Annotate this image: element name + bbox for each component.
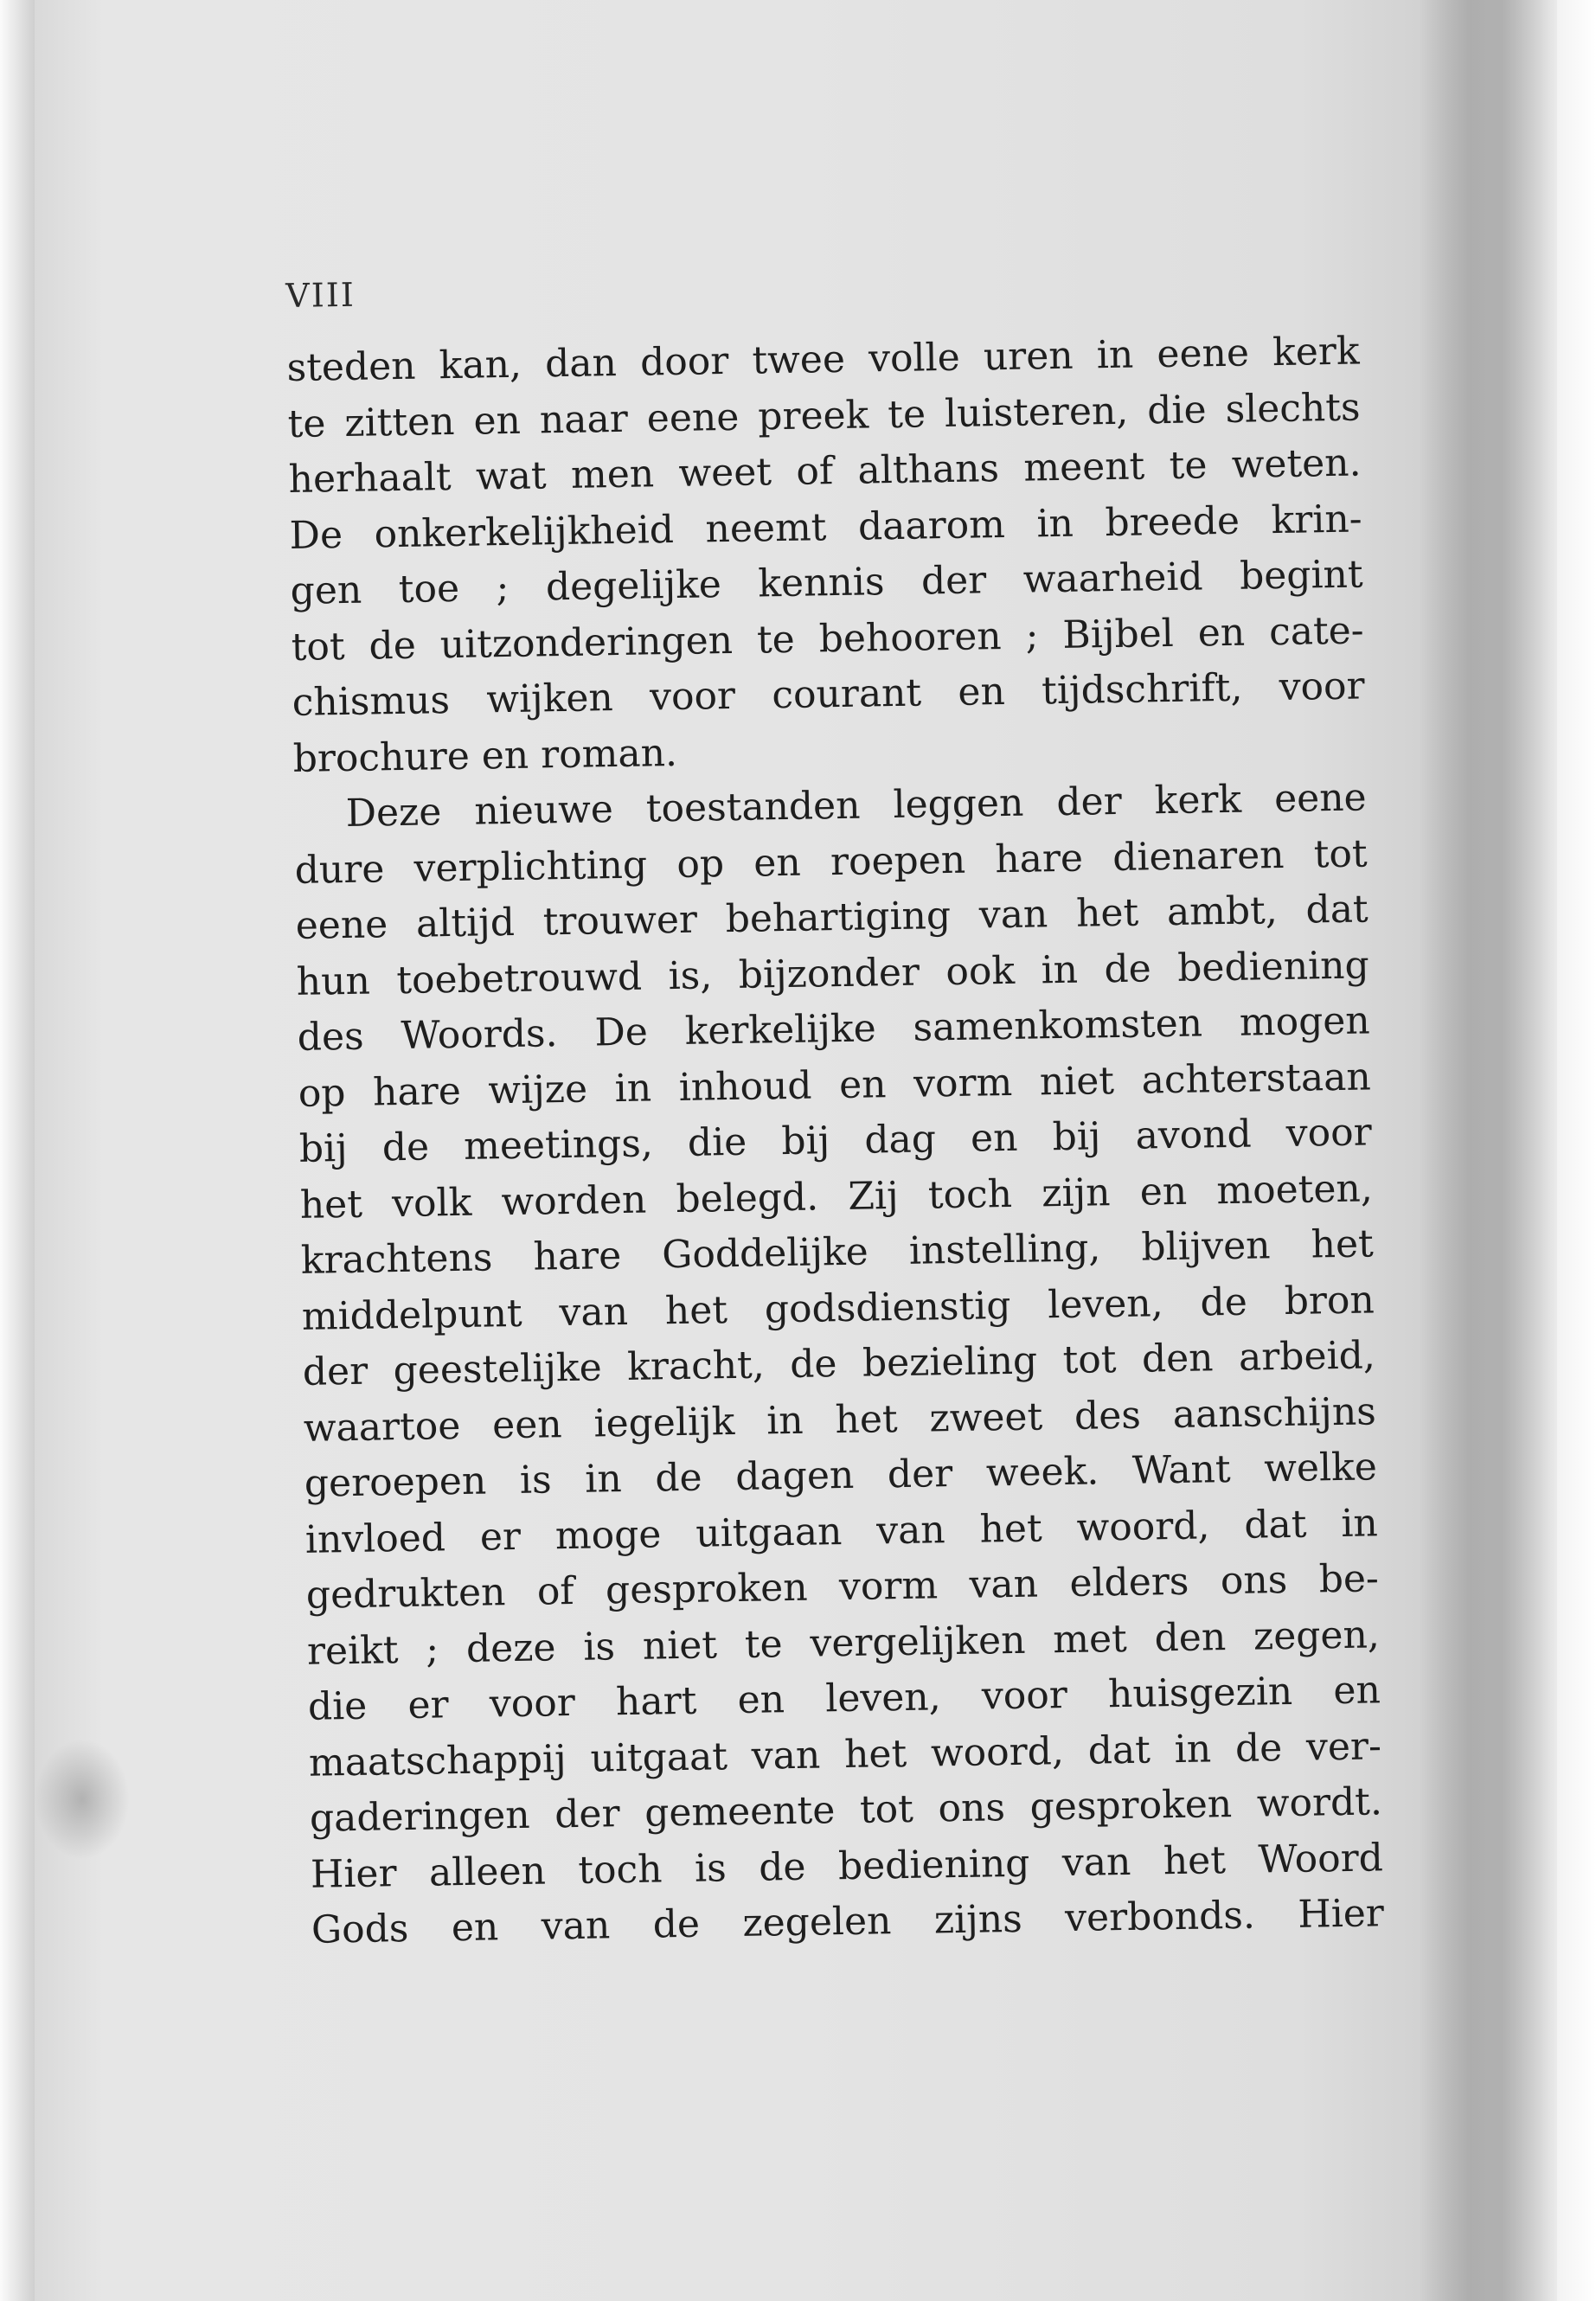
page-number: VIII [285,275,356,315]
text-line: steden kan, dan door twee volle uren in eene kerk [286,329,1360,390]
text-line: gen toe ; degelijke kennis der waarheid begint [290,552,1363,613]
paragraph-start-line: Deze nieuwe toestanden leggen der kerk eene [345,775,1368,836]
text-line: middelpunt van het godsdienstig leven, de bron [301,1277,1375,1339]
text-line: te zitten en naar eene preek te luisteren, die slechts [287,385,1361,446]
text-line: op hare wijze in inhoud en vorm niet achterstaan [298,1054,1372,1116]
text-line: het volk worden belegd. Zij toch zijn en moeten, [299,1165,1374,1227]
text-line: geroepen is in de dagen der week. Want welke [304,1445,1378,1506]
text-line: eene altijd trouwer behartiging van het ambt, dat [295,887,1369,948]
text-line: gedrukten of gesproken vorm van elders ons be- [305,1556,1380,1618]
text-line: dure verplichting op en roepen hare dienaren tot [294,830,1368,893]
text-line: reikt ; deze is niet te vergelijken met den zegen, [306,1612,1381,1674]
text-line: gaderingen der gemeente tot ons gesproken wordt. [309,1779,1383,1841]
text-line: brochure en roman. [292,730,678,781]
page-left-edge [0,0,35,2301]
page-body [285,260,1384,1959]
text-line: tot de uitzonderingen te behooren ; Bijbel en cate- [291,607,1364,670]
text-line: bij de meetings, die bij dag en bij avond voor [298,1110,1373,1171]
text-line: waartoe een iegelijk in het zweet des aanschijns [303,1388,1377,1451]
text-line: hun toebetrouwd is, bijzonder ook in de bediening [296,942,1370,1004]
text-line: De onkerkelijkheid neemt daarom in breede krin- [289,496,1362,558]
text-line: krachtens hare Goddelijke instelling, blijven het [300,1221,1375,1283]
page-gutter-shadow [1419,0,1557,2301]
text-line: des Woords. De kerkelijke samenkomsten mogen [297,998,1371,1060]
text-line: maatschappij uitgaat van het woord, dat in de ver- [308,1723,1382,1785]
text-line: die er voor hart en leven, voor huisgezin en [307,1668,1381,1729]
text-line: chismus wijken voor courant en tijdschrift, voor [292,663,1365,725]
text-line: herhaalt wat men weet of althans meent te weten. [288,440,1362,502]
text-line: invloed er moge uitgaan van het woord, dat in [304,1500,1379,1562]
page-smudge [35,1739,130,1860]
text-line: Hier alleen toch is de bediening van het Woord [310,1835,1384,1897]
text-line: der geestelijke kracht, de bezieling tot den arbeid, [302,1333,1376,1394]
text-line: Gods en van de zegelen zijns verbonds. Hier [311,1891,1385,1952]
